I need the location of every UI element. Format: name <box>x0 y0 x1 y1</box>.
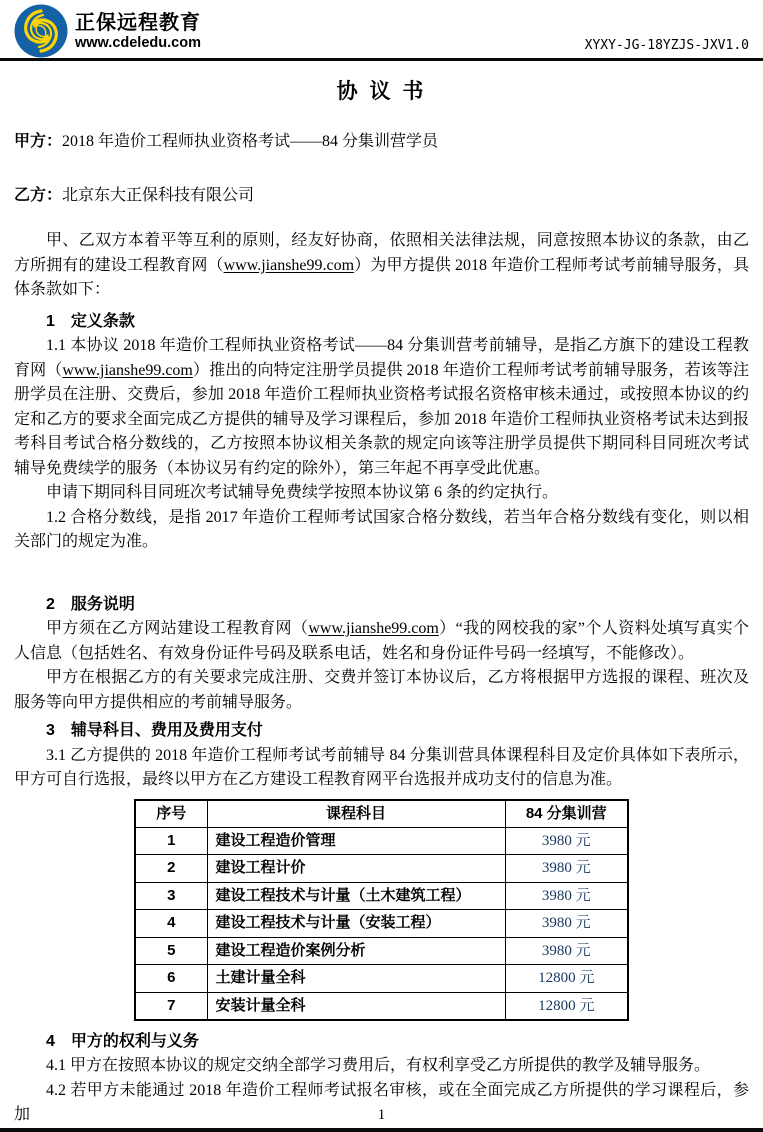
table-row <box>135 855 628 883</box>
row-no: 5 <box>135 937 207 965</box>
page-header <box>0 0 763 61</box>
page-title: 协 议 书 <box>336 80 427 103</box>
jianshe99-link[interactable]: www.jianshe99.com <box>223 256 355 274</box>
row-course: 土建计量全科 <box>207 965 505 993</box>
party-a-line <box>14 130 749 155</box>
course-fee-table <box>134 799 629 1021</box>
row-course: 建设工程技术与计量（安装工程） <box>207 910 505 938</box>
clause-4-2: 4.2 若甲方未能通过 2018 年造价工程师考试报名审核，或在全面完成乙方所提供的学习课程后，参加 <box>14 1081 749 1123</box>
row-price: 3980 元 <box>505 937 628 965</box>
party-a-value: 2018 年造价工程师执业资格考试——84 分集训营学员 <box>62 133 439 150</box>
brand-url: www.cdeledu.com <box>75 34 201 51</box>
row-course: 建设工程技术与计量（土木建筑工程） <box>207 882 505 910</box>
table-row <box>135 827 628 855</box>
row-no: 7 <box>135 992 207 1020</box>
table-row <box>135 882 628 910</box>
bottom-edge-bar <box>0 1128 763 1132</box>
row-price: 12800 元 <box>505 965 628 993</box>
table-header-row <box>135 800 628 828</box>
clause-1-1 <box>14 334 749 481</box>
column-header-no: 序号 <box>135 800 207 828</box>
party-b-line <box>14 184 749 209</box>
section1-heading: 1 定义条款 <box>46 312 135 330</box>
table-row <box>135 965 628 993</box>
clause-2-1-before: 甲方须在乙方网站建设工程教育网（ <box>46 620 309 637</box>
row-price: 3980 元 <box>505 855 628 883</box>
row-price: 12800 元 <box>505 992 628 1020</box>
clause-1-1-before: 1.1 本协议 2018 年造价工程师执业资格考试——84 分集训营考前辅导，是指乙方旗下的建设工程教育网（ <box>14 337 749 379</box>
row-no: 4 <box>135 910 207 938</box>
clause-2-1-after: ）“我的网校我的家”个人资料处填写真实个人信息（包括姓名、有效身份证件号码及联系电话，姓名和身份证件号码一经填写，不能修改）。 <box>14 620 749 662</box>
row-course: 建设工程造价管理 <box>207 827 505 855</box>
row-course: 建设工程造价案例分析 <box>207 937 505 965</box>
row-price: 3980 元 <box>505 882 628 910</box>
brand-logo-icon <box>14 4 68 58</box>
doc-code: XYXY-JG-18YZJS-JXV1.0 <box>584 38 749 53</box>
row-course: 建设工程计价 <box>207 855 505 883</box>
clause-1-2: 1.2 合格分数线，是指 2017 年造价工程师考试国家合格分数线，若当年合格分数线有变化，则以相关部门的规定为准。 <box>14 508 749 550</box>
clause-1-1-after: ）推出的向特定注册学员提供 2018 年造价工程师考试考前辅导服务，若该等注册学员在注册、交费后，参加 2018 年造价工程师执业资格考试报名资格审核未通过，或按照本协议的约定和乙方的要求全面完成乙方提供的辅导及学习课程后，参加 2018 年造价工程师执业资格考试未达到报考科目考试合格分数线的，乙方按照本协议相关条款的规定向该等注册学员提供下期同科目同班次考试辅导免费续学的服务（本协议另有约定的除外），第三年起不再享受此优惠。 <box>14 361 749 477</box>
section4-heading: 4 甲方的权利与义务 <box>46 1032 199 1050</box>
jianshe99-link[interactable]: www.jianshe99.com <box>308 620 439 637</box>
party-b-value: 北京东大正保科技有限公司 <box>62 186 255 204</box>
section2-heading: 2 服务说明 <box>46 595 135 613</box>
row-course: 安装计量全科 <box>207 992 505 1020</box>
column-header-course: 课程科目 <box>207 800 505 828</box>
table-row <box>135 910 628 938</box>
brand-name: 正保远程教育 <box>75 11 201 34</box>
clause-4-1: 4.1 甲方在按照本协议的规定交纳全部学习费用后，有权利享受乙方所提供的教学及辅导服务。 <box>46 1057 711 1074</box>
row-price: 3980 元 <box>505 827 628 855</box>
party-b-label: 乙方： <box>14 186 63 204</box>
row-price: 3980 元 <box>505 910 628 938</box>
section3-heading: 3 辅导科目、费用及费用支付 <box>46 722 263 739</box>
intro-text-before: 甲、乙双方本着平等互利的原则，经友好协商，依照相关法律法规，同意按照本协议的条款，由乙方所拥有的建设工程教育网（ <box>14 232 749 274</box>
intro-paragraph <box>14 229 749 303</box>
clause-renew: 申请下期同科目同班次考试辅导免费续学按照本协议第 6 条的约定执行。 <box>46 484 559 501</box>
clause-3-1: 3.1 乙方提供的 2018 年造价工程师考试考前辅导 84 分集训营具体课程科目及定价具体如下表所示，甲方可自行选报，最终以甲方在乙方建设工程教育网平台选报并成功支付的信息为准。 <box>14 746 749 788</box>
row-no: 6 <box>135 965 207 993</box>
row-no: 2 <box>135 855 207 883</box>
clause-2-1 <box>14 617 749 666</box>
row-no: 3 <box>135 882 207 910</box>
table-row <box>135 937 628 965</box>
table-row <box>135 992 628 1020</box>
clause-2-2: 甲方在根据乙方的有关要求完成注册、交费并签订本协议后，乙方将根据甲方选报的课程、班次及服务等向甲方提供相应的考前辅导服务。 <box>14 669 749 711</box>
party-a-label: 甲方： <box>14 133 63 150</box>
intro-text-after: ）为甲方提供 2018 年造价工程师考试考前辅导服务，具体条款如下： <box>14 256 749 298</box>
jianshe99-link[interactable]: www.jianshe99.com <box>62 361 193 379</box>
row-no: 1 <box>135 827 207 855</box>
column-header-price: 84 分集训营 <box>505 800 628 828</box>
page-number: 1 <box>377 1107 386 1123</box>
